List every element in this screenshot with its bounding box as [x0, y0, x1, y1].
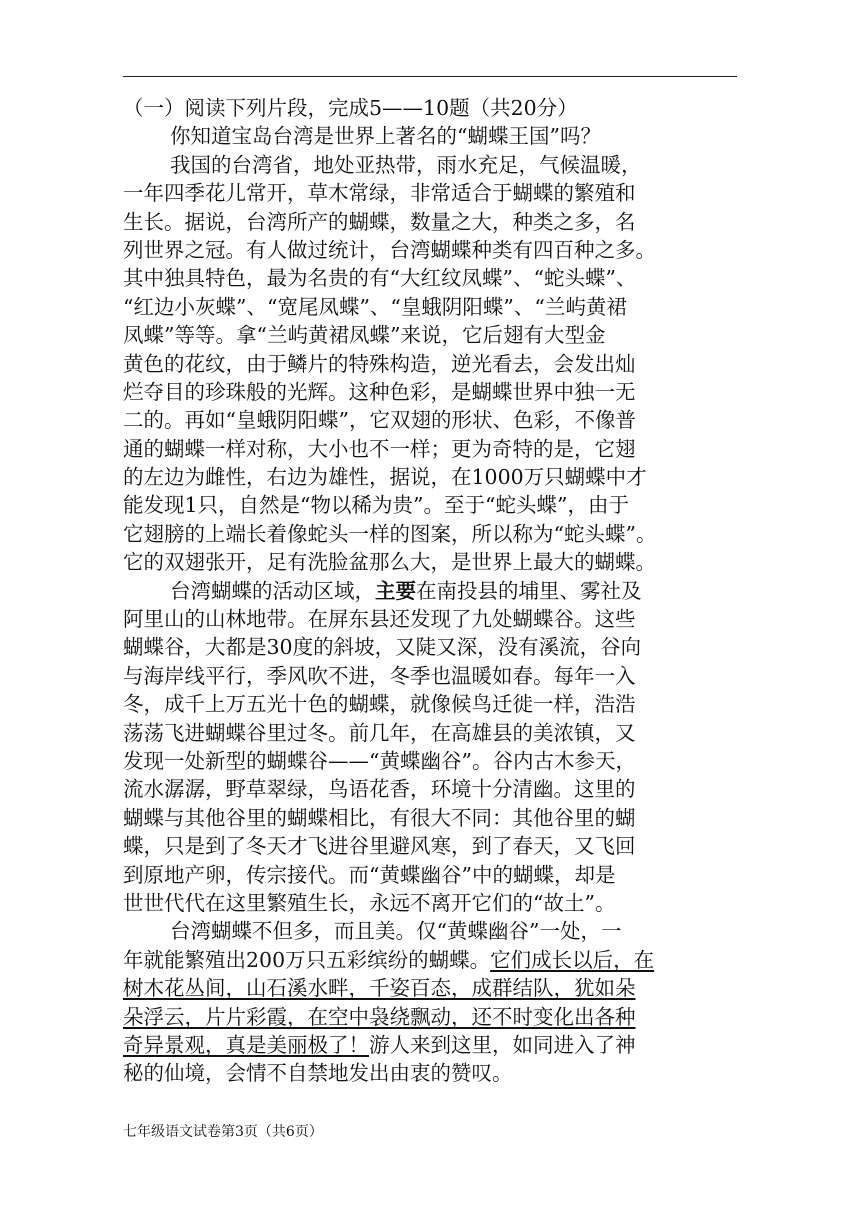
passage-line [123, 463, 723, 491]
passage-line [123, 264, 723, 292]
text-segment: 凤蝶”等等。拿“兰屿黄裙凤蝶”来说，它后翅有大型金 [123, 323, 606, 348]
passage-line [123, 378, 723, 406]
text-segment: 冬，成千上万五光十色的蝴蝶，就像候鸟迁徙一样，浩浩 [123, 692, 636, 717]
passage-body [123, 122, 723, 1087]
text-segment: 到原地产卵，传宗接代。而“黄蝶幽谷”中的蝴蝶，却是 [123, 862, 616, 887]
passage-line [123, 577, 723, 605]
passage-line [123, 293, 723, 321]
passage-line [123, 889, 723, 917]
header-rule [123, 76, 737, 77]
underlined-sentence: 它们成长以后，在 [490, 947, 655, 972]
passage-line [123, 321, 723, 349]
text-segment: 发现一处新型的蝴蝶谷——“黄蝶幽谷”。谷内古木参天， [123, 748, 636, 773]
passage-line [123, 236, 723, 264]
passage-line [123, 1031, 723, 1059]
passage-line [123, 520, 723, 548]
reading-passage [123, 94, 723, 1088]
text-segment: 二的。再如“皇蛾阴阳蝶”，它双翅的形状、色彩，不像普 [123, 408, 636, 433]
text-segment: 能发现1只，自然是“物以稀为贵”。至于“蛇头蝶”，由于 [123, 493, 629, 518]
bold-word: 主要 [375, 578, 416, 603]
passage-line [123, 605, 723, 633]
passage-line [123, 804, 723, 832]
passage-line [123, 917, 723, 945]
text-segment: 你知道宝岛台湾是世界上著名的“蝴蝶王国”吗？ [170, 124, 601, 149]
text-segment: 蝶，只是到了冬天才飞进谷里避风寒，到了春天，又飞回 [123, 834, 636, 859]
text-segment: 其中独具特色，最为名贵的有“大红纹凤蝶”、“蛇头蝶”、 [123, 266, 637, 291]
text-segment: 游人来到这里，如同进入了神 [369, 1032, 636, 1057]
text-segment: 蝴蝶谷，大都是30度的斜坡，又陡又深，没有溪流，谷向 [123, 635, 642, 660]
underlined-sentence: 朵浮云，片片彩霞，在空中袅绕飘动，还不时变化出各种 [123, 1004, 636, 1029]
underlined-sentence: 树木花丛间，山石溪水畔，千姿百态，成群结队，犹如朵 [123, 976, 636, 1001]
text-segment: 与海岸线平行，季风吹不进，冬季也温暖如春。每年一入 [123, 663, 636, 688]
passage-line [123, 832, 723, 860]
text-segment: 秘的仙境，会情不自禁地发出由衷的赞叹。 [123, 1061, 513, 1086]
passage-line [123, 1059, 723, 1087]
passage-line [123, 719, 723, 747]
text-segment: “红边小灰蝶”、“宽尾凤蝶”、“皇蛾阴阳蝶”、“兰屿黄裙 [123, 294, 627, 319]
page-footer: 七年级语文试卷第3页（共6页） [123, 1124, 323, 1140]
passage-line [123, 179, 723, 207]
text-segment: 生长。据说，台湾所产的蝴蝶，数量之大，种类之多，名 [123, 209, 636, 234]
passage-line [123, 151, 723, 179]
passage-line [123, 775, 723, 803]
text-segment: 烂夺目的珍珠般的光辉。这种色彩，是蝴蝶世界中独一无 [123, 379, 636, 404]
text-segment: 一年四季花儿常开，草木常绿，非常适合于蝴蝶的繁殖和 [123, 181, 636, 206]
text-segment: 黄色的花纹，由于鳞片的特殊构造，逆光看去，会发出灿 [123, 351, 636, 376]
passage-line [123, 350, 723, 378]
text-segment: 世世代代在这里繁殖生长，永远不离开它们的“故土”。 [123, 890, 616, 915]
text-segment: 它翅膀的上端长着像蛇头一样的图案，所以称为“蛇头蝶”。 [123, 521, 657, 546]
text-segment: 台湾蝴蝶的活动区域， [170, 578, 375, 603]
passage-line [123, 974, 723, 1002]
text-segment: 荡荡飞进蝴蝶谷里过冬。前几年，在高雄县的美浓镇，又 [123, 720, 636, 745]
text-segment: 在南投县的埔里、雾社及 [416, 578, 642, 603]
text-segment: 流水潺潺，野草翠绿，鸟语花香，环境十分清幽。这里的 [123, 777, 636, 802]
text-segment: 的左边为雌性，右边为雄性，据说，在1000万只蝴蝶中才 [123, 465, 647, 490]
passage-line [123, 633, 723, 661]
text-segment: 台湾蝴蝶不但多，而且美。仅“黄蝶幽谷”一处，一 [170, 919, 622, 944]
passage-line [123, 747, 723, 775]
passage-line [123, 662, 723, 690]
text-segment: 列世界之冠。有人做过统计，台湾蝴蝶种类有四百种之多。 [123, 237, 656, 262]
passage-line [123, 946, 723, 974]
text-segment: 通的蝴蝶一样对称，大小也不一样；更为奇特的是，它翅 [123, 436, 636, 461]
passage-line [123, 548, 723, 576]
passage-line [123, 435, 723, 463]
text-segment: 年就能繁殖出200万只五彩缤纷的蝴蝶。 [123, 947, 491, 972]
text-segment: 它的双翅张开，足有洗脸盆那么大，是世界上最大的蝴蝶。 [123, 550, 656, 575]
passage-line [123, 406, 723, 434]
text-segment: 蝴蝶与其他谷里的蝴蝶相比，有很大不同：其他谷里的蝴 [123, 805, 636, 830]
passage-line [123, 690, 723, 718]
passage-line [123, 122, 723, 150]
passage-line [123, 491, 723, 519]
passage-line [123, 208, 723, 236]
text-segment: 阿里山的山林地带。在屏东县还发现了九处蝴蝶谷。这些 [123, 607, 636, 632]
section-title: （一）阅读下列片段，完成5——10题（共20分） [123, 96, 578, 120]
passage-line [123, 1003, 723, 1031]
underlined-sentence: 奇异景观，真是美丽极了！ [123, 1032, 369, 1057]
passage-line [123, 861, 723, 889]
text-segment: 我国的台湾省，地处亚热带，雨水充足，气候温暖， [170, 152, 642, 177]
